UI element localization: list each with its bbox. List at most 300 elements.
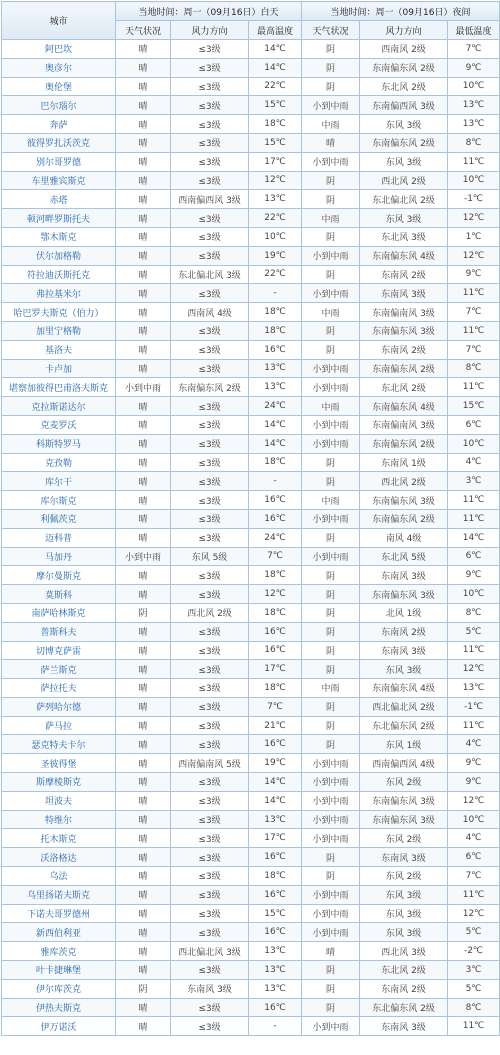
table-row bbox=[2, 735, 500, 754]
table-row bbox=[2, 359, 500, 378]
city-link[interactable]: 符拉迪沃斯托克 bbox=[2, 265, 116, 284]
day-wind-cell: ≤3级 bbox=[171, 829, 249, 848]
night-wind-cell: 东南风 2级 bbox=[360, 979, 448, 998]
city-link[interactable]: 科斯特罗马 bbox=[2, 434, 116, 453]
city-link[interactable]: 萨兰斯克 bbox=[2, 660, 116, 679]
low-temp-cell: 3℃ bbox=[448, 961, 500, 980]
city-link[interactable]: 别尔哥罗德 bbox=[2, 152, 116, 171]
night-wind-cell: 西北风 2级 bbox=[360, 171, 448, 190]
low-temp-cell: 10℃ bbox=[448, 77, 500, 96]
night-weather-cell: 小到中雨 bbox=[302, 284, 360, 303]
low-temp-cell: 6℃ bbox=[448, 415, 500, 434]
day-wind-cell: 东南风 3级 bbox=[171, 979, 249, 998]
day-weather-cell: 晴 bbox=[116, 77, 171, 96]
day-weather-cell: 晴 bbox=[116, 641, 171, 660]
city-link[interactable]: 利佩茨克 bbox=[2, 509, 116, 528]
city-link[interactable]: 伊热夫斯克 bbox=[2, 998, 116, 1017]
low-temp-cell: 11℃ bbox=[448, 885, 500, 904]
day-wind-cell: ≤3级 bbox=[171, 566, 249, 585]
night-weather-cell: 小到中雨 bbox=[302, 791, 360, 810]
table-row bbox=[2, 265, 500, 284]
high-temp-cell: 21℃ bbox=[249, 716, 302, 735]
low-temp-cell: 6℃ bbox=[448, 848, 500, 867]
table-row bbox=[2, 547, 500, 566]
low-temp-cell: 5℃ bbox=[448, 979, 500, 998]
day-wind-cell: ≤3级 bbox=[171, 773, 249, 792]
night-weather-cell: 晴 bbox=[302, 942, 360, 961]
high-temp-cell: 13℃ bbox=[249, 378, 302, 397]
low-temp-cell: 10℃ bbox=[448, 585, 500, 604]
table-row bbox=[2, 509, 500, 528]
day-weather-cell: 晴 bbox=[116, 961, 171, 980]
night-weather-cell: 阴 bbox=[302, 227, 360, 246]
night-weather-cell: 小到中雨 bbox=[302, 904, 360, 923]
table-row bbox=[2, 227, 500, 246]
day-wind-cell: ≤3级 bbox=[171, 96, 249, 115]
day-weather-cell: 晴 bbox=[116, 265, 171, 284]
day-wind-cell: ≤3级 bbox=[171, 660, 249, 679]
table-row bbox=[2, 679, 500, 698]
night-weather-cell: 小到中雨 bbox=[302, 773, 360, 792]
table-row bbox=[2, 942, 500, 961]
night-weather-cell: 阴 bbox=[302, 585, 360, 604]
low-temp-cell: 7℃ bbox=[448, 303, 500, 322]
low-temp-cell: 1℃ bbox=[448, 227, 500, 246]
table-row bbox=[2, 641, 500, 660]
night-weather-cell: 中雨 bbox=[302, 209, 360, 228]
day-weather-cell: 晴 bbox=[116, 434, 171, 453]
table-row bbox=[2, 284, 500, 303]
table-row bbox=[2, 133, 500, 152]
night-wind-cell: 东南偏东风 3级 bbox=[360, 585, 448, 604]
high-temp-cell: 17℃ bbox=[249, 660, 302, 679]
night-wind-cell: 东南风 2级 bbox=[360, 265, 448, 284]
city-link[interactable]: 伊尔库茨克 bbox=[2, 979, 116, 998]
night-wind-cell: 东南风 2级 bbox=[360, 340, 448, 359]
low-temp-cell: 10℃ bbox=[448, 434, 500, 453]
day-wind-cell: ≤3级 bbox=[171, 904, 249, 923]
table-row bbox=[2, 303, 500, 322]
high-temp-cell: 14℃ bbox=[249, 434, 302, 453]
city-link[interactable]: 堪察加彼得巴甫洛夫斯克 bbox=[2, 378, 116, 397]
low-temp-cell: 5℃ bbox=[448, 923, 500, 942]
table-row bbox=[2, 491, 500, 510]
day-weather-cell: 晴 bbox=[116, 829, 171, 848]
city-link[interactable]: 南萨哈林斯克 bbox=[2, 603, 116, 622]
day-weather-cell: 晴 bbox=[116, 397, 171, 416]
low-temp-cell: 13℃ bbox=[448, 115, 500, 134]
day-wind-cell: 西北偏北风 3级 bbox=[171, 942, 249, 961]
low-temp-cell: -1℃ bbox=[448, 190, 500, 209]
day-weather-cell: 晴 bbox=[116, 735, 171, 754]
city-link[interactable]: 克拉斯诺达尔 bbox=[2, 397, 116, 416]
high-temp-cell: 17℃ bbox=[249, 829, 302, 848]
night-weather-cell: 阴 bbox=[302, 660, 360, 679]
city-link[interactable]: 阿巴坎 bbox=[2, 40, 116, 59]
table-row bbox=[2, 716, 500, 735]
night-weather-cell: 中雨 bbox=[302, 679, 360, 698]
high-temp-cell: 13℃ bbox=[249, 359, 302, 378]
city-link[interactable]: 切博克萨雷 bbox=[2, 641, 116, 660]
night-wind-cell: 东南风 3级 bbox=[360, 1017, 448, 1036]
night-weather-cell: 阴 bbox=[302, 472, 360, 491]
table-row bbox=[2, 848, 500, 867]
high-temp-cell: 16℃ bbox=[249, 340, 302, 359]
table-row bbox=[2, 340, 500, 359]
night-weather-cell: 阴 bbox=[302, 265, 360, 284]
night-weather-cell: 阴 bbox=[302, 867, 360, 886]
high-temp-cell: 10℃ bbox=[249, 227, 302, 246]
night-weather-cell: 中雨 bbox=[302, 303, 360, 322]
high-temp-cell: 18℃ bbox=[249, 453, 302, 472]
low-temp-cell: 6℃ bbox=[448, 547, 500, 566]
high-temp-cell: 18℃ bbox=[249, 867, 302, 886]
day-wind-cell: ≤3级 bbox=[171, 472, 249, 491]
high-temp-cell: 13℃ bbox=[249, 942, 302, 961]
city-link[interactable]: 斯摩棱斯克 bbox=[2, 773, 116, 792]
city-link[interactable]: 迈科普 bbox=[2, 528, 116, 547]
table-row bbox=[2, 622, 500, 641]
city-link[interactable]: 伊万诺沃 bbox=[2, 1017, 116, 1036]
table-row bbox=[2, 96, 500, 115]
high-temp-cell: 15℃ bbox=[249, 904, 302, 923]
high-temp-cell: 22℃ bbox=[249, 209, 302, 228]
city-link[interactable]: 哈巴罗夫斯克（伯力） bbox=[2, 303, 116, 322]
night-wind-cell: 东风 3级 bbox=[360, 152, 448, 171]
city-link[interactable]: 萨列哈尔德 bbox=[2, 697, 116, 716]
high-temp-cell: 22℃ bbox=[249, 265, 302, 284]
day-wind-cell: ≤3级 bbox=[171, 227, 249, 246]
city-link[interactable]: 马加丹 bbox=[2, 547, 116, 566]
city-link[interactable]: 摩尔曼斯克 bbox=[2, 566, 116, 585]
night-weather-cell: 小到中雨 bbox=[302, 152, 360, 171]
night-weather-cell: 小到中雨 bbox=[302, 434, 360, 453]
day-wind-cell: ≤3级 bbox=[171, 961, 249, 980]
table-row bbox=[2, 171, 500, 190]
night-wind-cell: 东南偏东风 2级 bbox=[360, 58, 448, 77]
low-temp-cell: 11℃ bbox=[448, 491, 500, 510]
city-link[interactable]: 加里宁格勒 bbox=[2, 321, 116, 340]
day-wind-cell: ≤3级 bbox=[171, 246, 249, 265]
day-wind-header: 风力方向 bbox=[171, 21, 249, 40]
day-weather-cell: 晴 bbox=[116, 885, 171, 904]
high-temp-cell: 15℃ bbox=[249, 133, 302, 152]
night-wind-header: 风力方向 bbox=[360, 21, 448, 40]
table-row bbox=[2, 979, 500, 998]
city-link[interactable]: 圣彼得堡 bbox=[2, 754, 116, 773]
night-wind-cell: 东南风 3级 bbox=[360, 848, 448, 867]
day-wind-cell: ≤3级 bbox=[171, 867, 249, 886]
low-temp-cell: 8℃ bbox=[448, 603, 500, 622]
city-link[interactable]: 车里雅宾斯克 bbox=[2, 171, 116, 190]
day-wind-cell: ≤3级 bbox=[171, 434, 249, 453]
city-link[interactable]: 彼得罗扎沃茨克 bbox=[2, 133, 116, 152]
day-wind-cell: ≤3级 bbox=[171, 359, 249, 378]
low-temp-cell: 8℃ bbox=[448, 359, 500, 378]
table-row bbox=[2, 904, 500, 923]
day-weather-cell: 晴 bbox=[116, 622, 171, 641]
day-weather-cell: 晴 bbox=[116, 585, 171, 604]
city-link[interactable]: 沃洛格达 bbox=[2, 848, 116, 867]
city-link[interactable]: 普斯科夫 bbox=[2, 622, 116, 641]
high-temp-cell: 13℃ bbox=[249, 190, 302, 209]
night-wind-cell: 东风 3级 bbox=[360, 660, 448, 679]
day-weather-cell: 晴 bbox=[116, 227, 171, 246]
city-link[interactable]: 赤塔 bbox=[2, 190, 116, 209]
day-weather-cell: 晴 bbox=[116, 152, 171, 171]
low-temp-cell: 8℃ bbox=[448, 998, 500, 1017]
day-weather-cell: 晴 bbox=[116, 528, 171, 547]
night-wind-cell: 东南偏东风 3级 bbox=[360, 791, 448, 810]
night-wind-cell: 东北风 3级 bbox=[360, 227, 448, 246]
city-link[interactable]: 托木斯克 bbox=[2, 829, 116, 848]
night-weather-cell: 阴 bbox=[302, 171, 360, 190]
night-weather-cell: 阴 bbox=[302, 528, 360, 547]
high-temp-cell: 18℃ bbox=[249, 303, 302, 322]
city-link[interactable]: 巴尔瑙尔 bbox=[2, 96, 116, 115]
high-temp-cell: 7℃ bbox=[249, 547, 302, 566]
night-weather-cell: 小到中雨 bbox=[302, 810, 360, 829]
night-weather-cell: 中雨 bbox=[302, 397, 360, 416]
high-temp-cell: 18℃ bbox=[249, 566, 302, 585]
day-wind-cell: 西南偏西风 3级 bbox=[171, 190, 249, 209]
day-wind-cell: ≤3级 bbox=[171, 152, 249, 171]
low-temp-cell: 10℃ bbox=[448, 810, 500, 829]
table-row bbox=[2, 923, 500, 942]
city-link[interactable]: 库尔干 bbox=[2, 472, 116, 491]
low-temp-cell: -2℃ bbox=[448, 942, 500, 961]
city-link[interactable]: 下诺夫哥罗德州 bbox=[2, 904, 116, 923]
night-weather-cell: 阴 bbox=[302, 340, 360, 359]
low-temp-cell: 13℃ bbox=[448, 679, 500, 698]
day-weather-header: 天气状况 bbox=[116, 21, 171, 40]
day-weather-cell: 晴 bbox=[116, 848, 171, 867]
city-link[interactable]: 奥伦堡 bbox=[2, 77, 116, 96]
day-weather-cell: 晴 bbox=[116, 284, 171, 303]
low-temp-cell: 12℃ bbox=[448, 791, 500, 810]
night-weather-cell: 小到中雨 bbox=[302, 923, 360, 942]
night-wind-cell: 东南偏东风 3级 bbox=[360, 491, 448, 510]
high-temp-cell: 16℃ bbox=[249, 641, 302, 660]
low-temp-cell: 11℃ bbox=[448, 321, 500, 340]
high-temp-cell: 14℃ bbox=[249, 40, 302, 59]
night-wind-cell: 东南偏东风 3级 bbox=[360, 810, 448, 829]
high-temp-cell: 13℃ bbox=[249, 961, 302, 980]
table-row bbox=[2, 773, 500, 792]
table-row bbox=[2, 585, 500, 604]
low-temp-cell: 12℃ bbox=[448, 246, 500, 265]
table-row bbox=[2, 754, 500, 773]
city-link[interactable]: 弗拉基米尔 bbox=[2, 284, 116, 303]
city-link[interactable]: 萨马拉 bbox=[2, 716, 116, 735]
day-weather-cell: 晴 bbox=[116, 923, 171, 942]
night-wind-cell: 南风 4级 bbox=[360, 528, 448, 547]
high-temp-cell: 14℃ bbox=[249, 58, 302, 77]
table-row bbox=[2, 453, 500, 472]
high-temp-cell: 16℃ bbox=[249, 509, 302, 528]
high-temp-cell: 15℃ bbox=[249, 96, 302, 115]
city-link[interactable]: 乌里扬诺夫斯克 bbox=[2, 885, 116, 904]
day-weather-cell: 晴 bbox=[116, 171, 171, 190]
table-row bbox=[2, 791, 500, 810]
low-temp-cell: 9℃ bbox=[448, 754, 500, 773]
low-temp-cell: 13℃ bbox=[448, 96, 500, 115]
night-weather-cell: 阴 bbox=[302, 40, 360, 59]
night-weather-cell: 阴 bbox=[302, 998, 360, 1017]
night-wind-cell: 东风 2级 bbox=[360, 773, 448, 792]
table-row bbox=[2, 697, 500, 716]
day-weather-cell: 晴 bbox=[116, 209, 171, 228]
table-row bbox=[2, 378, 500, 397]
day-weather-cell: 阴 bbox=[116, 979, 171, 998]
day-weather-cell: 小到中雨 bbox=[116, 378, 171, 397]
high-temp-cell: - bbox=[249, 1017, 302, 1036]
night-wind-cell: 西北风 3级 bbox=[360, 942, 448, 961]
night-weather-header: 天气状况 bbox=[302, 21, 360, 40]
day-wind-cell: ≤3级 bbox=[171, 622, 249, 641]
day-wind-cell: ≤3级 bbox=[171, 77, 249, 96]
low-temp-cell: 12℃ bbox=[448, 660, 500, 679]
city-link[interactable]: 萨拉托夫 bbox=[2, 679, 116, 698]
city-link[interactable]: 雅库茨克 bbox=[2, 942, 116, 961]
day-wind-cell: ≤3级 bbox=[171, 115, 249, 134]
night-wind-cell: 东南偏东风 3级 bbox=[360, 321, 448, 340]
city-link[interactable]: 莫斯科 bbox=[2, 585, 116, 604]
table-row bbox=[2, 867, 500, 886]
day-wind-cell: ≤3级 bbox=[171, 415, 249, 434]
night-wind-cell: 西南风 2级 bbox=[360, 40, 448, 59]
low-temp-cell: 9℃ bbox=[448, 773, 500, 792]
table-row bbox=[2, 885, 500, 904]
day-wind-cell: ≤3级 bbox=[171, 885, 249, 904]
high-temp-cell: 13℃ bbox=[249, 979, 302, 998]
night-wind-cell: 东南偏东风 4级 bbox=[360, 246, 448, 265]
high-temp-cell: 18℃ bbox=[249, 679, 302, 698]
night-weather-cell: 中雨 bbox=[302, 491, 360, 510]
day-wind-cell: ≤3级 bbox=[171, 171, 249, 190]
day-weather-cell: 晴 bbox=[116, 942, 171, 961]
night-wind-cell: 东北风 2级 bbox=[360, 77, 448, 96]
high-temp-cell: 16℃ bbox=[249, 998, 302, 1017]
city-link[interactable]: 鄂木斯克 bbox=[2, 227, 116, 246]
low-temp-cell: 9℃ bbox=[448, 566, 500, 585]
night-period-header: 当地时间：周一（09月16日）夜间 bbox=[302, 2, 500, 21]
night-wind-cell: 东南偏南风 3级 bbox=[360, 303, 448, 322]
high-temp-cell: 13℃ bbox=[249, 810, 302, 829]
day-weather-cell: 晴 bbox=[116, 566, 171, 585]
day-weather-cell: 晴 bbox=[116, 509, 171, 528]
high-temp-cell: 19℃ bbox=[249, 246, 302, 265]
day-wind-cell: ≤3级 bbox=[171, 679, 249, 698]
city-link[interactable]: 特维尔 bbox=[2, 810, 116, 829]
city-link[interactable]: 基洛夫 bbox=[2, 340, 116, 359]
day-wind-cell: 东北偏北风 3级 bbox=[171, 265, 249, 284]
city-link[interactable]: 奥彦尔 bbox=[2, 58, 116, 77]
high-temp-cell: 12℃ bbox=[249, 171, 302, 190]
night-wind-cell: 东风 3级 bbox=[360, 885, 448, 904]
day-weather-cell: 晴 bbox=[116, 904, 171, 923]
low-temp-cell: 3℃ bbox=[448, 472, 500, 491]
table-row bbox=[2, 58, 500, 77]
day-wind-cell: ≤3级 bbox=[171, 58, 249, 77]
city-link[interactable]: 顿河畔罗斯托夫 bbox=[2, 209, 116, 228]
high-temp-cell: 22℃ bbox=[249, 77, 302, 96]
low-temp-cell: 11℃ bbox=[448, 716, 500, 735]
city-link[interactable]: 克麦罗沃 bbox=[2, 415, 116, 434]
city-link[interactable]: 奔萨 bbox=[2, 115, 116, 134]
low-temp-header: 最低温度 bbox=[448, 21, 500, 40]
city-link[interactable]: 伏尔加格勒 bbox=[2, 246, 116, 265]
table-row bbox=[2, 998, 500, 1017]
low-temp-cell: 11℃ bbox=[448, 509, 500, 528]
high-temp-cell: 19℃ bbox=[249, 754, 302, 773]
night-weather-cell: 阴 bbox=[302, 453, 360, 472]
day-wind-cell: ≤3级 bbox=[171, 998, 249, 1017]
night-wind-cell: 东南风 3级 bbox=[360, 566, 448, 585]
low-temp-cell: 11℃ bbox=[448, 378, 500, 397]
day-wind-cell: ≤3级 bbox=[171, 585, 249, 604]
high-temp-cell: 12℃ bbox=[249, 585, 302, 604]
day-weather-cell: 晴 bbox=[116, 472, 171, 491]
high-temp-cell: 16℃ bbox=[249, 885, 302, 904]
day-weather-cell: 晴 bbox=[116, 697, 171, 716]
city-link[interactable]: 新西伯利亚 bbox=[2, 923, 116, 942]
weather-table bbox=[1, 1, 500, 1036]
high-temp-cell: - bbox=[249, 284, 302, 303]
day-weather-cell: 晴 bbox=[116, 660, 171, 679]
night-weather-cell: 阴 bbox=[302, 603, 360, 622]
day-wind-cell: ≤3级 bbox=[171, 340, 249, 359]
night-weather-cell: 阴 bbox=[302, 961, 360, 980]
table-row bbox=[2, 415, 500, 434]
city-link[interactable]: 库尔斯克 bbox=[2, 491, 116, 510]
table-row bbox=[2, 603, 500, 622]
day-weather-cell: 晴 bbox=[116, 58, 171, 77]
night-weather-cell: 小到中雨 bbox=[302, 547, 360, 566]
city-link[interactable]: 叶卡捷琳堡 bbox=[2, 961, 116, 980]
day-weather-cell: 晴 bbox=[116, 96, 171, 115]
day-weather-cell: 晴 bbox=[116, 115, 171, 134]
day-wind-cell: ≤3级 bbox=[171, 716, 249, 735]
low-temp-cell: 11℃ bbox=[448, 284, 500, 303]
night-wind-cell: 东南偏东风 4级 bbox=[360, 397, 448, 416]
high-temp-cell: 18℃ bbox=[249, 603, 302, 622]
city-link[interactable]: 瑟克特夫卡尔 bbox=[2, 735, 116, 754]
night-weather-cell: 中雨 bbox=[302, 115, 360, 134]
high-temp-cell: 14℃ bbox=[249, 791, 302, 810]
night-weather-cell: 阴 bbox=[302, 566, 360, 585]
weather-table-body bbox=[2, 40, 500, 1036]
city-link[interactable]: 乌法 bbox=[2, 867, 116, 886]
low-temp-cell: 15℃ bbox=[448, 397, 500, 416]
table-row bbox=[2, 961, 500, 980]
day-weather-cell: 晴 bbox=[116, 133, 171, 152]
city-link[interactable]: 克孜勒 bbox=[2, 453, 116, 472]
high-temp-header: 最高温度 bbox=[249, 21, 302, 40]
high-temp-cell: 24℃ bbox=[249, 397, 302, 416]
high-temp-cell: 16℃ bbox=[249, 491, 302, 510]
day-wind-cell: ≤3级 bbox=[171, 133, 249, 152]
low-temp-cell: 14℃ bbox=[448, 528, 500, 547]
day-wind-cell: ≤3级 bbox=[171, 848, 249, 867]
city-link[interactable]: 坦波夫 bbox=[2, 791, 116, 810]
table-row bbox=[2, 566, 500, 585]
day-weather-cell: 晴 bbox=[116, 340, 171, 359]
night-wind-cell: 东风 3级 bbox=[360, 904, 448, 923]
night-wind-cell: 东南偏东风 4级 bbox=[360, 679, 448, 698]
night-wind-cell: 西北风 2级 bbox=[360, 472, 448, 491]
city-link[interactable]: 卡卢加 bbox=[2, 359, 116, 378]
